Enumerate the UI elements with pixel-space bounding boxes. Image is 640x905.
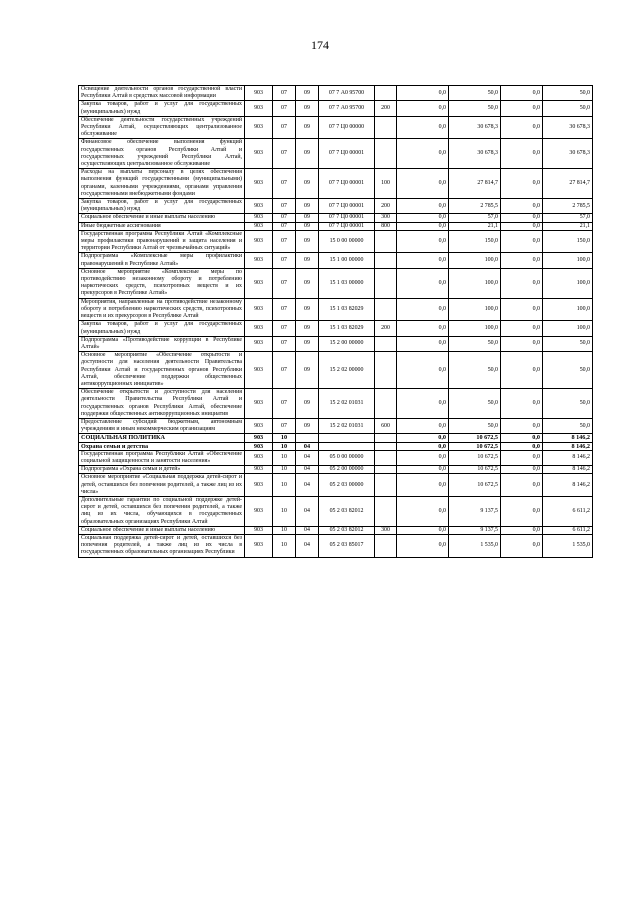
- amount-1-cell: 0,0: [397, 230, 449, 253]
- amount-2-cell: 10 672,5: [449, 474, 501, 497]
- amount-4-cell: 30 678,3: [543, 139, 593, 169]
- expense-type-cell: [375, 86, 397, 101]
- amount-4-cell: 8 146,2: [543, 474, 593, 497]
- row-name-cell: Закупка товаров, работ и услуг для государственных (муниципальных) нужд: [79, 321, 245, 336]
- subsection-code-cell: 04: [296, 474, 319, 497]
- amount-2-cell: 1 535,0: [449, 534, 501, 557]
- amount-4-cell: 50,0: [543, 86, 593, 101]
- row-name-cell: Основное мероприятие «Комплексные меры по противодействию незаконному обороту и потреблению наркотических средств, психотропных веществ и их прекурсоров в Республике Алтай»: [79, 268, 245, 298]
- target-article-cell: 05 2 00 00000: [319, 466, 375, 474]
- target-article-cell: 05 2 03 82012: [319, 526, 375, 534]
- table-row: [79, 86, 593, 101]
- amount-1-cell: 0,0: [397, 199, 449, 214]
- section-code-cell: 07: [273, 116, 296, 139]
- amount-2-cell: 9 137,5: [449, 526, 501, 534]
- row-name-cell: Государственная программа Республики Алтай «Комплексные меры профилактики правонарушений и защита населения и территории Республики Алтай от чрезвычайных ситуаций»: [79, 230, 245, 253]
- ved-code-cell: 903: [245, 169, 273, 199]
- table-row: [79, 389, 593, 419]
- expense-type-cell: 300: [375, 526, 397, 534]
- table-row: [79, 321, 593, 336]
- amount-1-cell: 0,0: [397, 496, 449, 526]
- subsection-code-cell: 09: [296, 321, 319, 336]
- table-row: [79, 214, 593, 222]
- amount-2-cell: 150,0: [449, 230, 501, 253]
- subsection-code-cell: 09: [296, 139, 319, 169]
- budget-table-body: [79, 86, 593, 558]
- amount-4-cell: 6 611,2: [543, 526, 593, 534]
- subsection-code-cell: 09: [296, 336, 319, 351]
- subsection-code-cell: 04: [296, 442, 319, 450]
- ved-code-cell: 903: [245, 101, 273, 116]
- table-row: [79, 474, 593, 497]
- amount-3-cell: 0,0: [501, 101, 543, 116]
- amount-4-cell: 100,0: [543, 298, 593, 321]
- amount-2-cell: 50,0: [449, 389, 501, 419]
- amount-2-cell: 50,0: [449, 418, 501, 433]
- amount-3-cell: 0,0: [501, 389, 543, 419]
- amount-4-cell: 50,0: [543, 352, 593, 389]
- amount-1-cell: 0,0: [397, 214, 449, 222]
- amount-4-cell: 8 146,2: [543, 466, 593, 474]
- expense-type-cell: [375, 298, 397, 321]
- target-article-cell: 15 1 03 82029: [319, 298, 375, 321]
- amount-1-cell: 0,0: [397, 222, 449, 230]
- expense-type-cell: [375, 474, 397, 497]
- target-article-cell: 07 7 Ц0 00000: [319, 116, 375, 139]
- table-row: [79, 466, 593, 474]
- target-article-cell: 07 7 А0 95700: [319, 86, 375, 101]
- amount-3-cell: 0,0: [501, 434, 543, 442]
- row-name-cell: Обеспечение деятельности государственных учреждений Республики Алтай, осуществляющих централизованное обслуживание: [79, 116, 245, 139]
- row-name-cell: Освещение деятельности органов государственной власти Республики Алтай в средствах массовой информации: [79, 86, 245, 101]
- section-code-cell: 07: [273, 389, 296, 419]
- expense-type-cell: [375, 352, 397, 389]
- row-name-cell: Подпрограмма «Охрана семьи и детей»: [79, 466, 245, 474]
- target-article-cell: 15 2 02 00000: [319, 352, 375, 389]
- amount-4-cell: 8 146,2: [543, 450, 593, 465]
- section-code-cell: 07: [273, 298, 296, 321]
- subsection-code-cell: 09: [296, 253, 319, 268]
- ved-code-cell: 903: [245, 298, 273, 321]
- table-row: [79, 496, 593, 526]
- row-name-cell: Обеспечение открытости и доступности для населения деятельности Правительства Республики Алтай и государственных органов Республики Алтай, обеспечение поддержки общественных антикоррупционных инициатив: [79, 389, 245, 419]
- row-name-cell: Мероприятия, направленные на противодействие незаконному обороту и потреблению наркотических средств, психотропных веществ и их прекурсоров в Республике Алтай: [79, 298, 245, 321]
- amount-3-cell: 0,0: [501, 116, 543, 139]
- amount-3-cell: 0,0: [501, 268, 543, 298]
- amount-4-cell: 1 535,0: [543, 534, 593, 557]
- section-code-cell: 07: [273, 214, 296, 222]
- amount-4-cell: 50,0: [543, 389, 593, 419]
- amount-1-cell: 0,0: [397, 321, 449, 336]
- section-code-cell: 10: [273, 526, 296, 534]
- ved-code-cell: 903: [245, 418, 273, 433]
- expense-type-cell: 100: [375, 169, 397, 199]
- amount-1-cell: 0,0: [397, 116, 449, 139]
- target-article-cell: 05 0 00 00000: [319, 450, 375, 465]
- amount-2-cell: 30 678,3: [449, 139, 501, 169]
- ved-code-cell: 903: [245, 434, 273, 442]
- amount-4-cell: 100,0: [543, 268, 593, 298]
- amount-2-cell: 9 137,5: [449, 496, 501, 526]
- subsection-code-cell: 04: [296, 496, 319, 526]
- row-name-cell: Основное мероприятие «Обеспечение открытости и доступности для населения деятельности Правительства Республики Алтай и государственных органов Республики Алтай, обеспечение поддержки общественных антикоррупционных инициатив»: [79, 352, 245, 389]
- amount-1-cell: 0,0: [397, 352, 449, 389]
- expense-type-cell: [375, 336, 397, 351]
- amount-1-cell: 0,0: [397, 534, 449, 557]
- expense-type-cell: [375, 534, 397, 557]
- row-name-cell: Подпрограмма «Комплексные меры профилактики правонарушений в Республике Алтай»: [79, 253, 245, 268]
- row-name-cell: Финансовое обеспечение выполнения функций государственных органов Республики Алтай и государственных учреждений Республики Алтай, осуществляющих централизованное обслуживание: [79, 139, 245, 169]
- row-name-cell: Социальная поддержка детей-сирот и детей, оставшихся без попечения родителей, а также лиц из их числа в государственных образовательных организациях Республики: [79, 534, 245, 557]
- ved-code-cell: 903: [245, 321, 273, 336]
- amount-2-cell: 2 785,5: [449, 199, 501, 214]
- expense-type-cell: 200: [375, 101, 397, 116]
- table-row: [79, 526, 593, 534]
- amount-3-cell: 0,0: [501, 466, 543, 474]
- expense-type-cell: [375, 139, 397, 169]
- amount-4-cell: 50,0: [543, 418, 593, 433]
- amount-2-cell: 50,0: [449, 101, 501, 116]
- section-code-cell: 10: [273, 474, 296, 497]
- amount-1-cell: 0,0: [397, 442, 449, 450]
- amount-3-cell: 0,0: [501, 474, 543, 497]
- expense-type-cell: [375, 434, 397, 442]
- subsection-code-cell: 04: [296, 466, 319, 474]
- expense-type-cell: [375, 496, 397, 526]
- page-number: 174: [311, 38, 329, 52]
- row-name-cell: Предоставление субсидий бюджетным, автономным учреждениям и иным некоммерческим организациям: [79, 418, 245, 433]
- amount-2-cell: 100,0: [449, 321, 501, 336]
- section-code-cell: 07: [273, 222, 296, 230]
- amount-1-cell: 0,0: [397, 418, 449, 433]
- amount-4-cell: 50,0: [543, 101, 593, 116]
- target-article-cell: 07 7 Ц0 00001: [319, 139, 375, 169]
- amount-3-cell: 0,0: [501, 418, 543, 433]
- row-name-cell: Подпрограмма «Противодействие коррупции в Республике Алтай»: [79, 336, 245, 351]
- amount-1-cell: 0,0: [397, 450, 449, 465]
- amount-4-cell: 6 611,2: [543, 496, 593, 526]
- expense-type-cell: [375, 253, 397, 268]
- section-code-cell: 07: [273, 418, 296, 433]
- section-code-cell: 07: [273, 336, 296, 351]
- expense-type-cell: [375, 389, 397, 419]
- target-article-cell: 15 0 00 00000: [319, 230, 375, 253]
- ved-code-cell: 903: [245, 139, 273, 169]
- section-code-cell: 07: [273, 86, 296, 101]
- subsection-code-cell: 09: [296, 214, 319, 222]
- amount-3-cell: 0,0: [501, 214, 543, 222]
- target-article-cell: 07 7 Ц0 00001: [319, 199, 375, 214]
- row-name-cell: Основное мероприятие «Социальная поддержка детей-сирот и детей, оставшихся без попечения родителей, а также лиц из их числа»: [79, 474, 245, 497]
- section-code-cell: 07: [273, 352, 296, 389]
- table-row: [79, 352, 593, 389]
- target-article-cell: 15 2 02 01031: [319, 389, 375, 419]
- ved-code-cell: 903: [245, 466, 273, 474]
- expense-type-cell: 300: [375, 214, 397, 222]
- ved-code-cell: 903: [245, 496, 273, 526]
- section-code-cell: 10: [273, 496, 296, 526]
- table-row: [79, 253, 593, 268]
- amount-3-cell: 0,0: [501, 222, 543, 230]
- target-article-cell: 15 1 00 00000: [319, 253, 375, 268]
- target-article-cell: [319, 434, 375, 442]
- subsection-code-cell: 09: [296, 116, 319, 139]
- table-row: [79, 268, 593, 298]
- ved-code-cell: 903: [245, 86, 273, 101]
- expense-type-cell: [375, 268, 397, 298]
- subsection-code-cell: 04: [296, 450, 319, 465]
- target-article-cell: 15 1 03 82029: [319, 321, 375, 336]
- amount-3-cell: 0,0: [501, 169, 543, 199]
- amount-3-cell: 0,0: [501, 86, 543, 101]
- budget-table: [78, 85, 593, 558]
- amount-4-cell: 2 785,5: [543, 199, 593, 214]
- target-article-cell: 05 2 03 85017: [319, 534, 375, 557]
- table-row: [79, 336, 593, 351]
- table-row: [79, 442, 593, 450]
- amount-4-cell: 8 146,2: [543, 434, 593, 442]
- amount-3-cell: 0,0: [501, 534, 543, 557]
- amount-4-cell: 21,1: [543, 222, 593, 230]
- row-name-cell: Социальное обеспечение и иные выплаты населению: [79, 526, 245, 534]
- ved-code-cell: 903: [245, 442, 273, 450]
- amount-3-cell: 0,0: [501, 336, 543, 351]
- amount-2-cell: 100,0: [449, 253, 501, 268]
- subsection-code-cell: 04: [296, 526, 319, 534]
- subsection-code-cell: 04: [296, 534, 319, 557]
- row-name-cell: Государственная программа Республики Алтай «Обеспечение социальной защищенности и занятости населения»: [79, 450, 245, 465]
- row-name-cell: Охрана семьи и детства: [79, 442, 245, 450]
- amount-2-cell: 30 678,3: [449, 116, 501, 139]
- amount-1-cell: 0,0: [397, 434, 449, 442]
- table-row: [79, 450, 593, 465]
- subsection-code-cell: 09: [296, 418, 319, 433]
- expense-type-cell: 200: [375, 321, 397, 336]
- amount-3-cell: 0,0: [501, 139, 543, 169]
- section-code-cell: 07: [273, 169, 296, 199]
- amount-2-cell: 10 672,5: [449, 450, 501, 465]
- target-article-cell: 05 2 03 82012: [319, 496, 375, 526]
- amount-4-cell: 27 814,7: [543, 169, 593, 199]
- amount-3-cell: 0,0: [501, 253, 543, 268]
- row-name-cell: Закупка товаров, работ и услуг для государственных (муниципальных) нужд: [79, 101, 245, 116]
- amount-2-cell: 50,0: [449, 86, 501, 101]
- amount-2-cell: 10 672,5: [449, 466, 501, 474]
- row-name-cell: Расходы на выплаты персоналу в целях обеспечения выполнения функций государственными (муниципальными) органами, казенными учреждениями, органами управления государственными внебюджетными фондами: [79, 169, 245, 199]
- amount-2-cell: 21,1: [449, 222, 501, 230]
- amount-1-cell: 0,0: [397, 526, 449, 534]
- table-row: [79, 222, 593, 230]
- amount-4-cell: 8 146,2: [543, 442, 593, 450]
- expense-type-cell: 200: [375, 199, 397, 214]
- section-code-cell: 07: [273, 199, 296, 214]
- table-row: [79, 139, 593, 169]
- subsection-code-cell: 09: [296, 101, 319, 116]
- section-code-cell: 07: [273, 139, 296, 169]
- table-row: [79, 534, 593, 557]
- ved-code-cell: 903: [245, 253, 273, 268]
- ved-code-cell: 903: [245, 474, 273, 497]
- table-row: [79, 116, 593, 139]
- amount-3-cell: 0,0: [501, 526, 543, 534]
- subsection-code-cell: 09: [296, 169, 319, 199]
- section-code-cell: 10: [273, 534, 296, 557]
- table-row: [79, 298, 593, 321]
- section-code-cell: 10: [273, 450, 296, 465]
- row-name-cell: Закупка товаров, работ и услуг для государственных (муниципальных) нужд: [79, 199, 245, 214]
- row-name-cell: СОЦИАЛЬНАЯ ПОЛИТИКА: [79, 434, 245, 442]
- amount-2-cell: 50,0: [449, 352, 501, 389]
- amount-4-cell: 50,0: [543, 336, 593, 351]
- subsection-code-cell: 09: [296, 268, 319, 298]
- row-name-cell: Социальное обеспечение и иные выплаты населению: [79, 214, 245, 222]
- row-name-cell: Иные бюджетные ассигнования: [79, 222, 245, 230]
- amount-4-cell: 100,0: [543, 253, 593, 268]
- ved-code-cell: 903: [245, 222, 273, 230]
- amount-3-cell: 0,0: [501, 352, 543, 389]
- subsection-code-cell: 09: [296, 230, 319, 253]
- subsection-code-cell: 09: [296, 199, 319, 214]
- amount-2-cell: 100,0: [449, 298, 501, 321]
- amount-3-cell: 0,0: [501, 321, 543, 336]
- ved-code-cell: 903: [245, 352, 273, 389]
- expense-type-cell: 800: [375, 222, 397, 230]
- section-code-cell: 10: [273, 442, 296, 450]
- amount-2-cell: 50,0: [449, 336, 501, 351]
- ved-code-cell: 903: [245, 526, 273, 534]
- target-article-cell: [319, 442, 375, 450]
- table-row: [79, 199, 593, 214]
- target-article-cell: 07 7 А0 95700: [319, 101, 375, 116]
- expense-type-cell: [375, 116, 397, 139]
- expense-type-cell: [375, 442, 397, 450]
- subsection-code-cell: 09: [296, 222, 319, 230]
- ved-code-cell: 903: [245, 450, 273, 465]
- amount-1-cell: 0,0: [397, 86, 449, 101]
- amount-2-cell: 10 672,5: [449, 434, 501, 442]
- amount-1-cell: 0,0: [397, 169, 449, 199]
- amount-2-cell: 57,0: [449, 214, 501, 222]
- section-code-cell: 10: [273, 434, 296, 442]
- amount-1-cell: 0,0: [397, 268, 449, 298]
- section-code-cell: 07: [273, 230, 296, 253]
- section-code-cell: 07: [273, 321, 296, 336]
- amount-1-cell: 0,0: [397, 101, 449, 116]
- amount-1-cell: 0,0: [397, 139, 449, 169]
- amount-1-cell: 0,0: [397, 474, 449, 497]
- amount-4-cell: 100,0: [543, 321, 593, 336]
- subsection-code-cell: 09: [296, 352, 319, 389]
- ved-code-cell: 903: [245, 336, 273, 351]
- amount-2-cell: 27 814,7: [449, 169, 501, 199]
- subsection-code-cell: [296, 434, 319, 442]
- target-article-cell: 05 2 03 00000: [319, 474, 375, 497]
- ved-code-cell: 903: [245, 199, 273, 214]
- expense-type-cell: [375, 450, 397, 465]
- target-article-cell: 15 2 00 00000: [319, 336, 375, 351]
- amount-1-cell: 0,0: [397, 466, 449, 474]
- target-article-cell: 07 7 Ц0 00001: [319, 169, 375, 199]
- target-article-cell: 15 1 03 00000: [319, 268, 375, 298]
- section-code-cell: 07: [273, 268, 296, 298]
- amount-1-cell: 0,0: [397, 336, 449, 351]
- table-row: [79, 101, 593, 116]
- amount-4-cell: 30 678,3: [543, 116, 593, 139]
- subsection-code-cell: 09: [296, 389, 319, 419]
- ved-code-cell: 903: [245, 268, 273, 298]
- section-code-cell: 07: [273, 101, 296, 116]
- table-row: [79, 169, 593, 199]
- amount-1-cell: 0,0: [397, 389, 449, 419]
- target-article-cell: 07 7 Ц0 00001: [319, 214, 375, 222]
- amount-2-cell: 100,0: [449, 268, 501, 298]
- amount-1-cell: 0,0: [397, 298, 449, 321]
- table-row: [79, 434, 593, 442]
- subsection-code-cell: 09: [296, 86, 319, 101]
- amount-4-cell: 150,0: [543, 230, 593, 253]
- ved-code-cell: 903: [245, 389, 273, 419]
- expense-type-cell: 600: [375, 418, 397, 433]
- amount-3-cell: 0,0: [501, 450, 543, 465]
- amount-2-cell: 10 672,5: [449, 442, 501, 450]
- section-code-cell: 07: [273, 253, 296, 268]
- table-row: [79, 230, 593, 253]
- amount-3-cell: 0,0: [501, 496, 543, 526]
- target-article-cell: 15 2 02 01031: [319, 418, 375, 433]
- subsection-code-cell: 09: [296, 298, 319, 321]
- amount-3-cell: 0,0: [501, 298, 543, 321]
- ved-code-cell: 903: [245, 230, 273, 253]
- target-article-cell: 07 7 Ц0 00001: [319, 222, 375, 230]
- amount-3-cell: 0,0: [501, 230, 543, 253]
- amount-3-cell: 0,0: [501, 199, 543, 214]
- amount-3-cell: 0,0: [501, 442, 543, 450]
- section-code-cell: 10: [273, 466, 296, 474]
- amount-1-cell: 0,0: [397, 253, 449, 268]
- table-row: [79, 418, 593, 433]
- ved-code-cell: 903: [245, 214, 273, 222]
- expense-type-cell: [375, 466, 397, 474]
- ved-code-cell: 903: [245, 534, 273, 557]
- amount-4-cell: 57,0: [543, 214, 593, 222]
- ved-code-cell: 903: [245, 116, 273, 139]
- expense-type-cell: [375, 230, 397, 253]
- row-name-cell: Дополнительные гарантии по социальной поддержке детей-сирот и детей, оставшихся без попечения родителей, а также лиц из их числа, обучающихся в государственных образовательных организациях Республики Алтай: [79, 496, 245, 526]
